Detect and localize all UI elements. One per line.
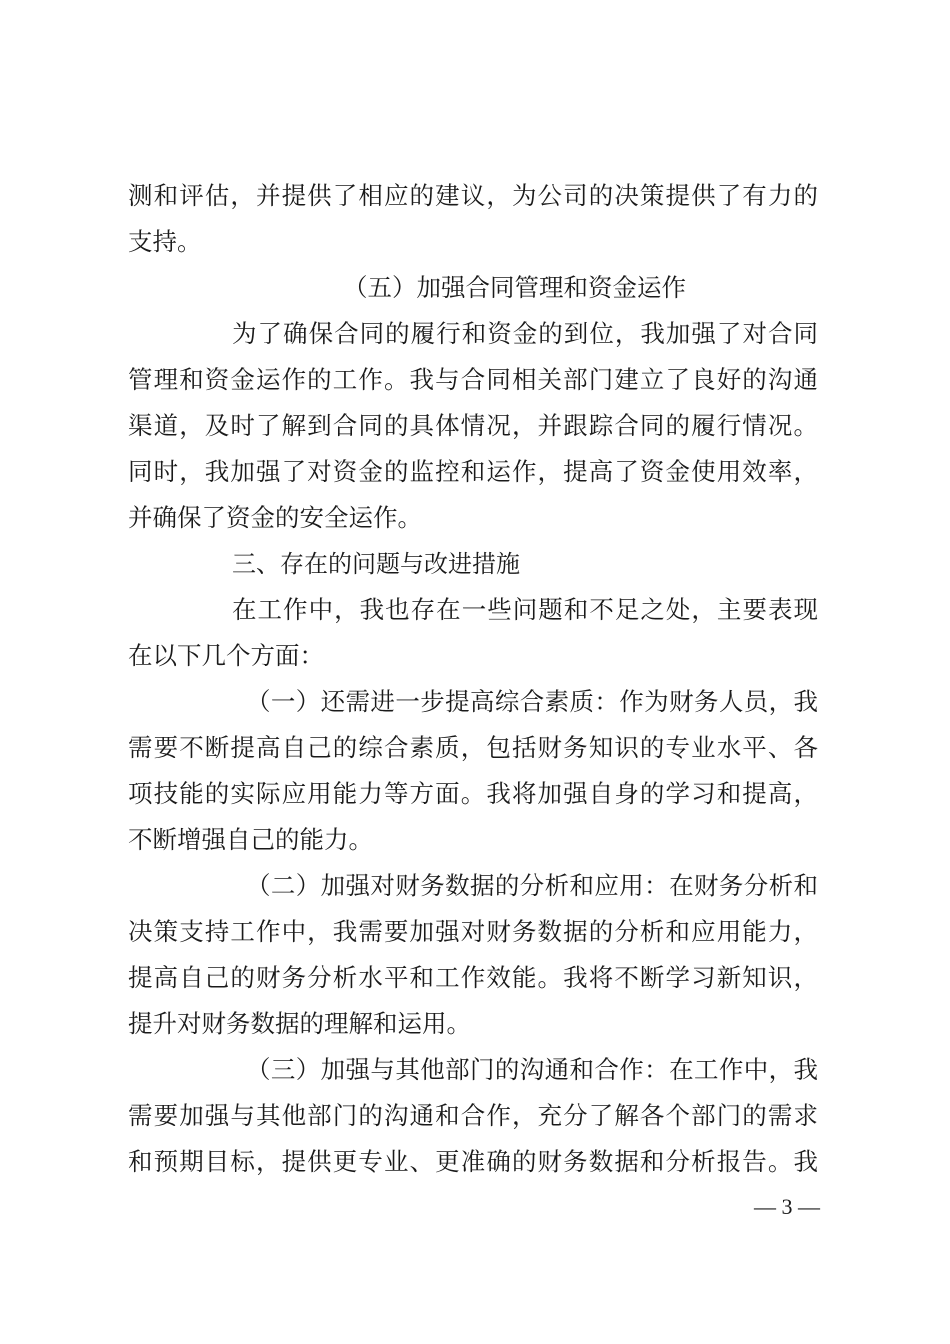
text-line: 在以下几个方面： [128, 641, 324, 670]
text-line: （一）还需进一步提高综合素质：作为财务人员，我 [246, 687, 818, 716]
section-heading: 三、存在的问题与改进措施 [232, 550, 520, 578]
text-line: 需要加强与其他部门的沟通和合作，充分了解各个部门的需求 [128, 1101, 818, 1130]
text-line: 在工作中，我也存在一些问题和不足之处，主要表现 [232, 595, 818, 624]
text-line: 需要不断提高自己的综合素质，包括财务知识的专业水平、各 [128, 733, 818, 762]
text-line: 并确保了资金的安全运作。 [128, 503, 422, 532]
text-line: 支持。 [128, 227, 202, 256]
text-line: 渠道，及时了解到合同的具体情况，并跟踪合同的履行情况。 [128, 411, 818, 440]
text-line: 提高自己的财务分析水平和工作效能。我将不断学习新知识， [128, 963, 818, 992]
page-number: — 3 — [754, 1194, 820, 1219]
text-line: 不断增强自己的能力。 [128, 825, 373, 854]
text-line: 提升对财务数据的理解和运用。 [128, 1009, 471, 1038]
text-line: （三）加强与其他部门的沟通和合作：在工作中，我 [246, 1055, 818, 1084]
text-line: 和预期目标，提供更专业、更准确的财务数据和分析报告。我 [128, 1147, 818, 1176]
text-line: 管理和资金运作的工作。我与合同相关部门建立了良好的沟通 [128, 365, 818, 394]
text-line: 测和评估，并提供了相应的建议，为公司的决策提供了有力的 [128, 181, 818, 210]
text-line: 项技能的实际应用能力等方面。我将加强自身的学习和提高， [128, 779, 818, 808]
text-line: 决策支持工作中，我需要加强对财务数据的分析和应用能力， [128, 917, 818, 946]
text-line: （二）加强对财务数据的分析和应用：在财务分析和 [246, 871, 818, 900]
text-line: 同时，我加强了对资金的监控和运作，提高了资金使用效率， [128, 457, 818, 486]
section-subheading: （五）加强合同管理和资金运作 [343, 273, 686, 302]
text-line: 为了确保合同的履行和资金的到位，我加强了对合同 [232, 319, 818, 348]
